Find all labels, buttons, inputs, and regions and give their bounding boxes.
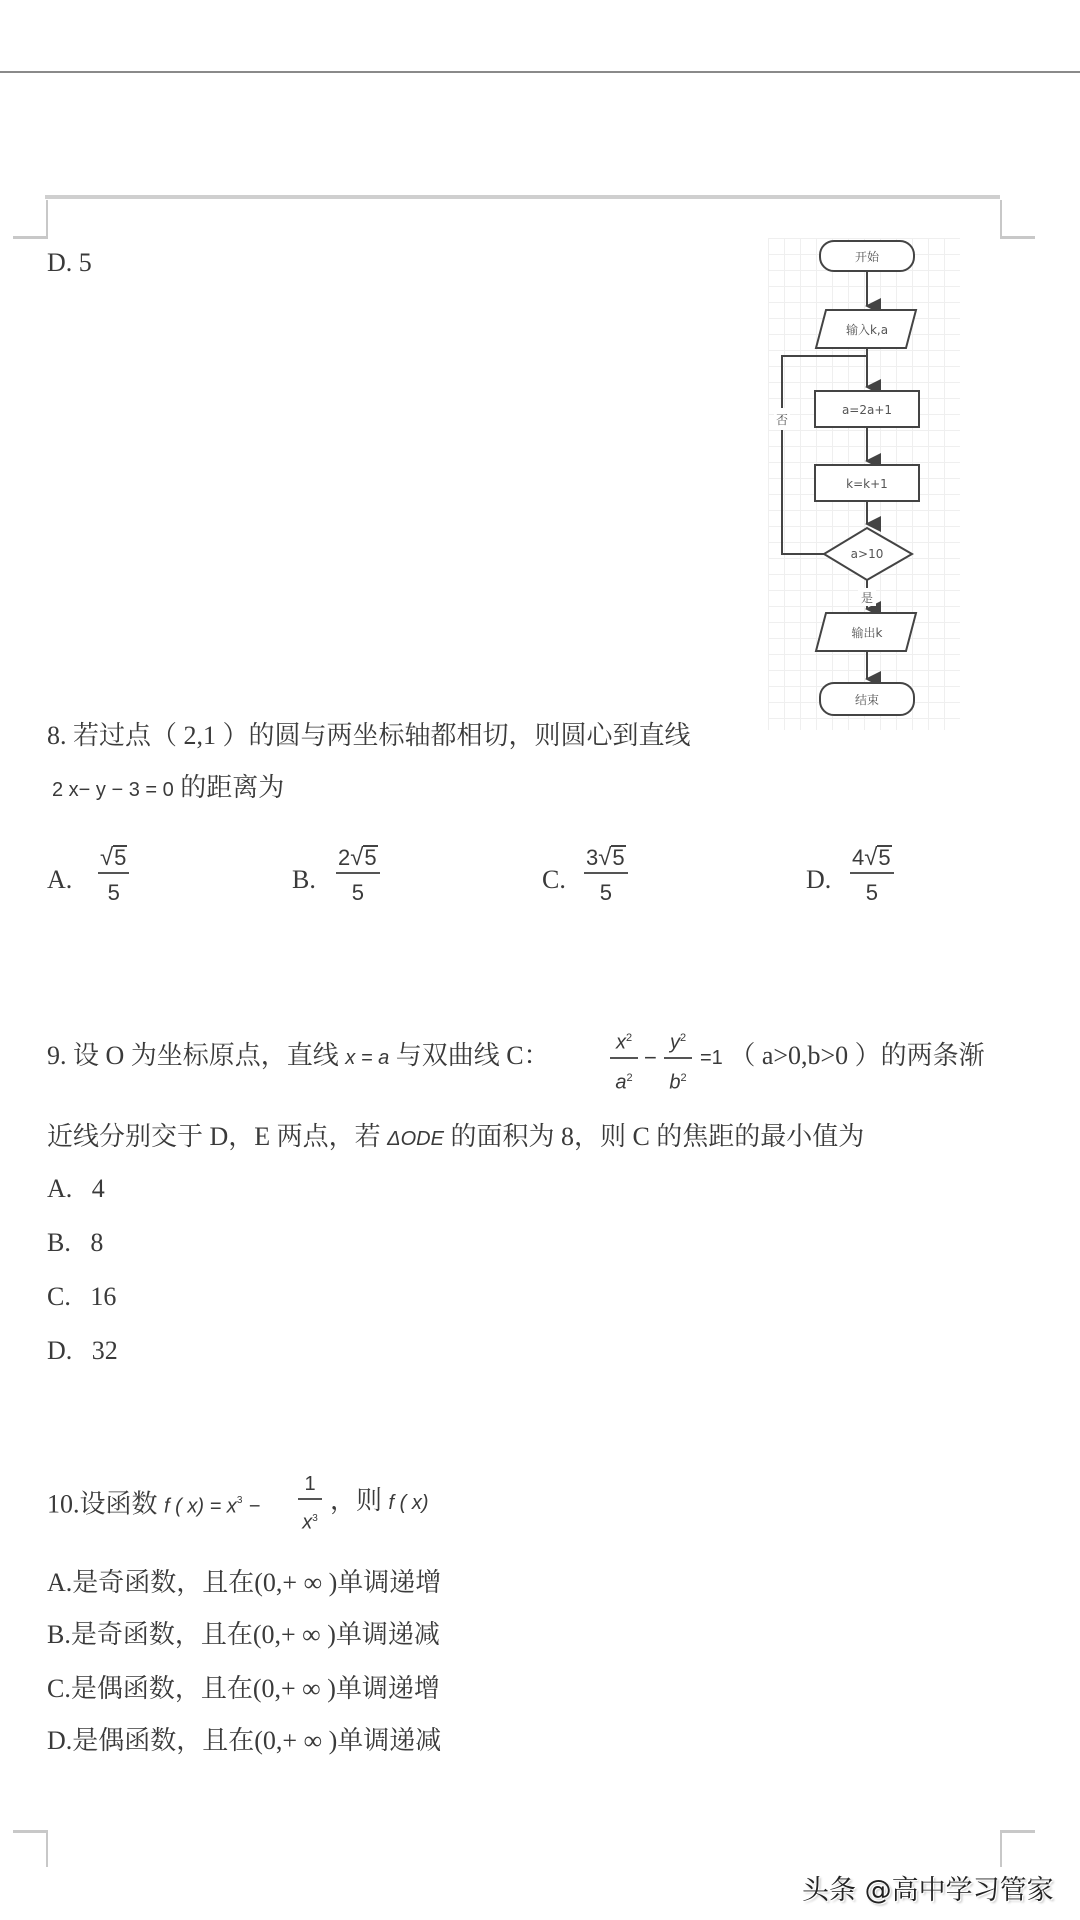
top-divider xyxy=(0,71,1080,73)
q9-option-c: C. 16 xyxy=(47,1282,117,1311)
q8-option-d-label: D. xyxy=(806,865,832,894)
q8-stem-line1: 8. 若过点（ 2,1 ）的圆与两坐标轴都相切，则圆心到直线 xyxy=(47,721,691,750)
page-header-rule xyxy=(45,195,1000,199)
flow-assign-k-label: k=k+1 xyxy=(846,477,888,491)
q10-function: f ( x) = x xyxy=(164,1495,237,1518)
q10-option-c: C.是偶函数，且在(0,+ ∞ )单调递增 xyxy=(47,1674,440,1703)
q8-stem-suffix: 的距离为 xyxy=(180,773,285,802)
q10-option-a: A.是奇函数，且在(0,+ ∞ )单调递增 xyxy=(47,1568,442,1597)
q9-stem-line2: 近线分别交于 D，E 两点，若 ΔODE 的面积为 8，则 C 的焦距的最小值为 xyxy=(47,1122,865,1151)
q8-option-c-label: C. xyxy=(542,865,566,894)
q9-option-a: A. 4 xyxy=(47,1174,105,1203)
flow-assign-a-label: a=2a+1 xyxy=(841,403,893,417)
flow-condition-label: a>10 xyxy=(850,547,884,561)
q9-stem-line1-tail: =1 （ a>0,b>0 ）的两条渐 xyxy=(700,1041,985,1070)
margin-corner-bottom-right xyxy=(1000,1830,1035,1867)
flow-branch-yes-label: 是 xyxy=(860,591,874,605)
q9-line-equation: x = a xyxy=(345,1047,390,1069)
flowchart-diagram xyxy=(768,238,960,730)
q8-option-b-fraction: 2√5 5 xyxy=(336,844,380,908)
q10-option-b: B.是奇函数，且在(0,+ ∞ )单调递减 xyxy=(47,1620,440,1649)
q10-stem-prefix: 10.设函数 xyxy=(47,1489,158,1519)
flow-end-label: 结束 xyxy=(854,693,880,707)
q9-minus: − xyxy=(644,1045,657,1070)
margin-corner-top-right xyxy=(1000,200,1035,239)
flow-loop-back-line xyxy=(782,356,867,554)
source-watermark: 头条 @高中学习管家 xyxy=(802,1875,1054,1906)
q9-stem-suffix: （ a>0,b>0 ）的两条渐 xyxy=(729,1041,985,1070)
q9-option-d: D. 32 xyxy=(47,1336,118,1365)
q9-hyperbola-frac-y: $y^2$ $b^2$ xyxy=(664,1024,692,1097)
q8-option-c-fraction: 3√5 5 xyxy=(584,844,628,908)
q8-option-a-fraction: √5 5 xyxy=(98,844,129,908)
flow-branch-no-label: 否 xyxy=(775,413,789,427)
margin-corner-bottom-left xyxy=(13,1830,48,1867)
q9-stem-line1 xyxy=(47,1040,550,1074)
q10-fraction: 1 $x^3$ xyxy=(298,1470,322,1538)
q9-hyperbola-frac-x: $x^2$ $a^2$ xyxy=(610,1024,638,1097)
q9-stem-prefix: 9. 设 O 为坐标原点，直线 xyxy=(47,1041,339,1070)
q10-option-d: D.是偶函数，且在(0,+ ∞ )单调递减 xyxy=(47,1726,442,1755)
q8-option-a-label: A. xyxy=(47,865,73,894)
q8-option-b-label: B. xyxy=(292,865,316,894)
q10-stem-tail: ，则 f ( x) xyxy=(330,1486,429,1515)
q10-stem: 10.设函数 f ( $x) = x^3$ − xyxy=(47,1489,261,1519)
q9-option-b: B. 8 xyxy=(47,1228,104,1257)
prev-question-option-d: D. 5 xyxy=(47,248,92,277)
flow-start-label: 开始 xyxy=(854,250,880,264)
q8-line-equation: 2 x− y − 3 = 0 xyxy=(52,779,174,801)
flowchart-figure xyxy=(768,238,960,730)
q9-triangle: ΔODE xyxy=(387,1128,444,1150)
q8-option-d-fraction: 4√5 5 xyxy=(850,844,894,908)
flow-input-label: 输入k,a xyxy=(845,323,889,337)
q8-stem-line2 xyxy=(52,772,284,806)
flow-output-label: 输出k xyxy=(851,626,883,640)
q9-stem-mid: 与双曲线 C： xyxy=(395,1041,550,1070)
margin-corner-top-left xyxy=(13,200,48,239)
